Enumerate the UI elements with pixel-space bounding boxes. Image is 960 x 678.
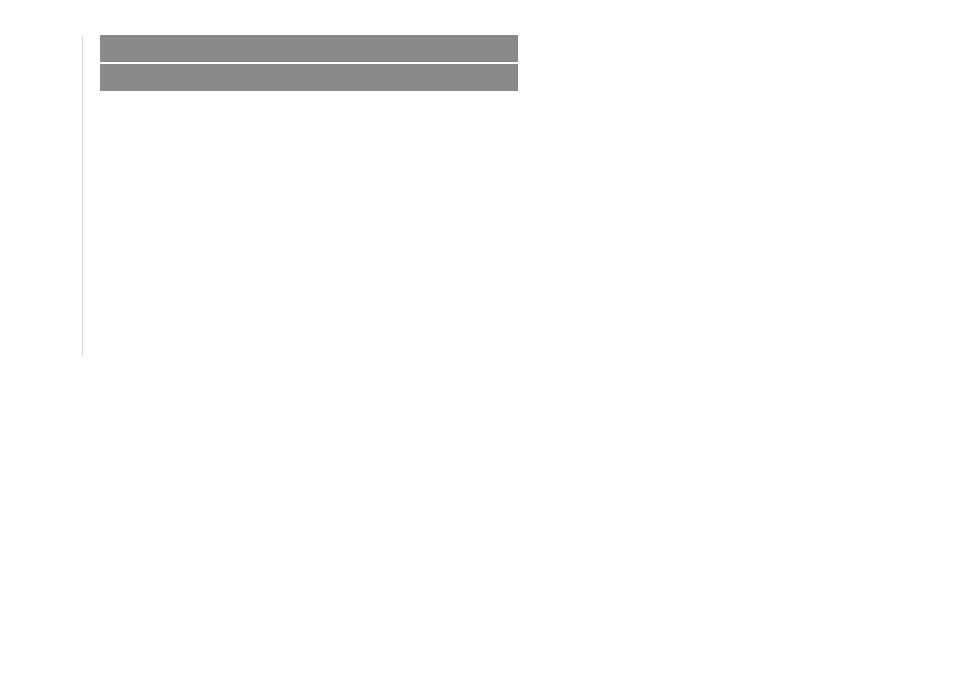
header-row-km <box>100 35 896 63</box>
maintenance-schedule-table <box>100 35 896 93</box>
header-row-years <box>100 63 896 92</box>
header-years-label <box>100 63 518 92</box>
side-divider <box>82 36 83 356</box>
header-km-label <box>100 35 518 63</box>
